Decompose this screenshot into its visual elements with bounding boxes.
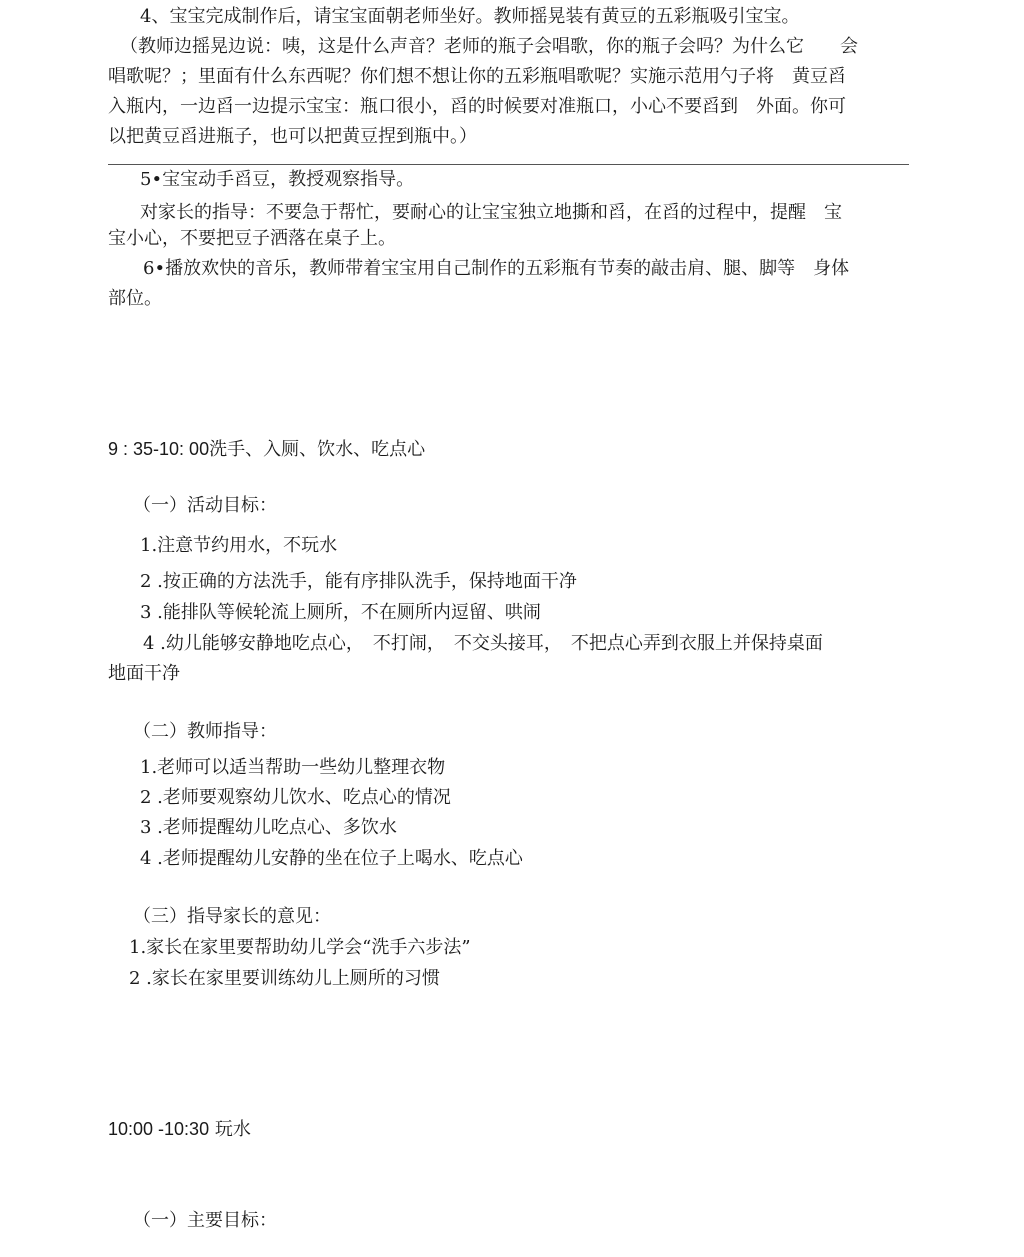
goals-heading: （一）活动目标： bbox=[133, 495, 277, 516]
goal-item: 4 .幼儿能够安静地吃点心， 不打闹， 不交头接耳， 不把点心弄到衣服上并保持桌面 bbox=[143, 633, 823, 654]
step-4-speech-line: （教师边摇晃边说：咦，这是什么声音？老师的瓶子会唱歌，你的瓶子会吗？为什么它 会 bbox=[120, 36, 858, 57]
teacher-item: 1.老师可以适当帮助一些幼儿整理衣物 bbox=[140, 757, 446, 778]
teacher-item: 2 .老师要观察幼儿饮水、吃点心的情况 bbox=[140, 787, 451, 808]
teacher-item: 4 .老师提醒幼儿安静的坐在位子上喝水、吃点心 bbox=[140, 848, 523, 869]
session-time: 9 : 35-10: 00 bbox=[108, 439, 210, 459]
step-4-text: 4、宝宝完成制作后，请宝宝面朝老师坐好。教师摇晃装有黄豆的五彩瓶吸引宝宝。 bbox=[140, 6, 800, 27]
session-time: 10:00 -10:30 bbox=[108, 1119, 210, 1139]
session-heading-water bbox=[108, 1114, 251, 1145]
step-6-line: 6•播放欢快的音乐，教师带着宝宝用自己制作的五彩瓶有节奏的敲击肩、腿、脚等 身体 bbox=[143, 258, 850, 279]
goals-heading: （一）主要目标： bbox=[133, 1210, 277, 1231]
teacher-heading: （二）教师指导： bbox=[133, 721, 277, 742]
goal-item: 2 .按正确的方法洗手，能有序排队洗手，保持地面干净 bbox=[140, 571, 577, 592]
step-5-text: 5•宝宝动手舀豆，教授观察指导。 bbox=[140, 169, 415, 190]
session-title: 玩水 bbox=[214, 1119, 251, 1140]
step-6-line: 部位。 bbox=[108, 288, 162, 309]
parent-guidance-line: 宝小心，不要把豆子洒落在桌子上。 bbox=[108, 228, 396, 249]
goal-item: 3 .能排队等候轮流上厕所，不在厕所内逗留、哄闹 bbox=[140, 602, 541, 623]
step-4-speech-line: 入瓶内，一边舀一边提示宝宝：瓶口很小，舀的时候要对准瓶口，小心不要舀到 外面。你可 bbox=[108, 96, 846, 117]
step-4-speech-line: 唱歌呢？；里面有什么东西呢？你们想不想让你的五彩瓶唱歌呢？实施示范用勺子将 黄豆舀 bbox=[108, 66, 846, 87]
parent-item: 1.家长在家里要帮助幼儿学会“洗手六步法” bbox=[129, 937, 471, 958]
session-title: 洗手、入厕、饮水、吃点心 bbox=[209, 439, 426, 460]
goal-item: 1.注意节约用水，不玩水 bbox=[140, 535, 338, 556]
parent-item: 2 .家长在家里要训练幼儿上厕所的习惯 bbox=[129, 968, 440, 989]
goal-item-continuation: 地面干净 bbox=[108, 663, 180, 684]
teacher-item: 3 .老师提醒幼儿吃点心、多饮水 bbox=[140, 817, 397, 838]
session-heading-wash bbox=[108, 434, 425, 465]
step-4-speech-line: 以把黄豆舀进瓶子，也可以把黄豆捏到瓶中。） bbox=[108, 126, 477, 147]
parent-guidance-line: 对家长的指导：不要急于帮忙，要耐心的让宝宝独立地撕和舀，在舀的过程中，提醒 宝 bbox=[140, 202, 842, 223]
parent-heading: （三）指导家长的意见： bbox=[133, 906, 331, 927]
